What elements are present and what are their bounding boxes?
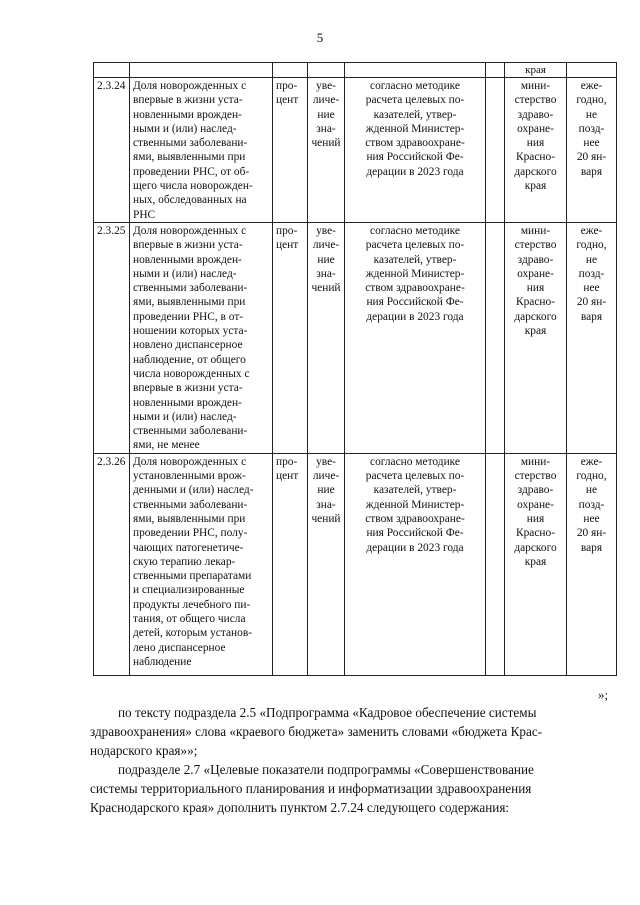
cell-text-line: дерации в 2023 года — [366, 541, 464, 554]
cell-text-line: ственными заболевани- — [133, 282, 248, 295]
cell-text-line: Красно- — [516, 527, 555, 540]
cell-text-line: дарского — [514, 165, 557, 178]
cell-text-line: детей, которым установ- — [133, 627, 252, 640]
cell-text-line: проведении РНС, в от- — [133, 310, 244, 323]
cell-text-line: впервые в жизни уста- — [133, 382, 243, 395]
cell-text-line: чающих патогенетиче- — [133, 541, 244, 554]
cell-text-line: впервые в жизни уста- — [133, 239, 243, 252]
cell-text-line: уве- — [316, 80, 336, 92]
cell-text-line: охране- — [517, 267, 554, 280]
cell-text-line: варя — [580, 165, 603, 178]
cell-text-line: расчета целевых по- — [365, 239, 465, 252]
cell-item-number: 2.3.26 — [94, 453, 130, 675]
paragraph-line: системы территориального планирования и информатизации здравоохранения — [90, 781, 532, 797]
cell-text-line: дерации в 2023 года — [366, 165, 464, 178]
cell-text-line: ными и (или) наслед- — [133, 410, 237, 423]
cell-text-line: мини- — [520, 224, 551, 237]
cell-text-line: ственными препаратами — [133, 570, 252, 583]
table-row-continued — [94, 63, 617, 78]
cell-unit — [273, 222, 308, 453]
cell-text-line: согласно методике — [370, 80, 460, 92]
paragraph-line: здравоохранения» слова «краевого бюджета» заменить словами «бюджета Крас- — [90, 724, 543, 740]
cell-text-line: нее — [583, 512, 600, 525]
cell-text-line: казателей, утвер- — [373, 108, 457, 121]
indicator-table — [93, 62, 617, 676]
cell-deadline — [567, 78, 617, 223]
cell-text-line: ношении которых уста- — [133, 325, 248, 338]
cell-text-line: 20 ян- — [576, 527, 607, 540]
cell-indicator-name — [130, 222, 273, 453]
amendment-paragraph-2-7 — [90, 760, 606, 818]
cell-text-line: здраво- — [517, 484, 554, 497]
cell-unit — [273, 78, 308, 223]
cell-text-line: про- — [276, 224, 298, 237]
cell-text-line: дерации в 2023 года — [366, 310, 464, 323]
cell-text-line: чений — [311, 137, 341, 150]
cell-text-line: лено диспансерное — [133, 641, 226, 654]
cell-text-line: позд- — [578, 498, 605, 511]
cell-empty — [486, 63, 505, 78]
cell-text-line: скую терапию лекар- — [133, 555, 236, 568]
cell-empty — [486, 453, 505, 675]
cell-empty — [94, 63, 130, 78]
cell-text-line: новленными врожден- — [133, 253, 242, 266]
amendment-paragraph-2-5 — [90, 703, 606, 761]
cell-text-line: варя — [580, 541, 603, 554]
cell-text-line: новленными врожден- — [133, 396, 242, 409]
cell-text-line: согласно методике — [370, 224, 460, 237]
cell-text-line: чений — [311, 512, 341, 525]
cell-text-line: проведении РНС, от об- — [133, 165, 250, 178]
cell-indicator-name — [130, 453, 273, 675]
page-number: 5 — [316, 30, 324, 45]
cell-text-line: Доля новорожденных с — [133, 455, 247, 468]
cell-text-line: здраво- — [517, 253, 554, 266]
cell-text-line: ных, обследованных на — [133, 194, 247, 207]
cell-text-line: ния Российской Фе- — [366, 527, 464, 540]
cell-text-line: цент — [276, 239, 299, 252]
cell-text-line: 20 ян- — [576, 151, 607, 164]
cell-text-line: ственными заболевани- — [133, 425, 248, 438]
cell-direction — [308, 78, 345, 223]
cell-text-line: жденной Министер- — [365, 122, 465, 135]
cell-text-line: числа новорожденных с — [133, 367, 250, 380]
cell-empty — [308, 63, 345, 78]
cell-text-line: зна- — [316, 267, 336, 280]
cell-text-line: края — [524, 555, 547, 568]
cell-empty — [486, 222, 505, 453]
cell-text-line: ями, выявленными при — [133, 296, 246, 309]
cell-text-line: не — [585, 253, 598, 266]
paragraph-line: по тексту подраздела 2.5 «Подпрограмма «Кадровое обеспечение системы — [118, 705, 537, 720]
cell-text-line: продукты лечебного пи- — [133, 598, 251, 611]
cell-text-line: ния Российской Фе- — [366, 296, 464, 309]
cell-text-line: зна- — [316, 498, 336, 511]
cell-text-line: наблюдение, от общего — [133, 353, 246, 366]
cell-method — [345, 78, 486, 223]
cell-text-line: охране- — [517, 122, 554, 135]
cell-text-line: РНС — [133, 208, 156, 221]
cell-text-line: личе- — [312, 94, 340, 107]
cell-text-line: расчета целевых по- — [365, 470, 465, 483]
cell-deadline — [567, 453, 617, 675]
cell-indicator-name — [130, 78, 273, 223]
cell-text-line: края — [524, 180, 547, 193]
cell-text-line: стерство — [514, 94, 557, 107]
cell-text-line: ными и (или) наслед- — [133, 267, 237, 280]
cell-text-line: согласно методике — [370, 455, 460, 468]
cell-text-line: Доля новорожденных с — [133, 80, 247, 92]
closing-quote-mark: »; — [598, 687, 609, 702]
cell-text-line: новлено диспансерное — [133, 339, 243, 352]
cell-text-line: ством здравоохране- — [365, 282, 465, 295]
cell-text-line: не — [585, 484, 598, 497]
cell-deadline — [567, 222, 617, 453]
cell-text-line: нее — [583, 282, 600, 295]
cell-item-number: 2.3.25 — [94, 222, 130, 453]
cell-text-line: цент — [276, 470, 299, 483]
cell-empty — [567, 63, 617, 78]
cell-text-line: наблюдение — [133, 655, 192, 668]
cell-text-line: ями, выявленными при — [133, 151, 246, 164]
table-row — [94, 222, 617, 453]
cell-text-line: впервые в жизни уста- — [133, 94, 243, 107]
cell-text-line: про- — [276, 80, 298, 92]
cell-text-line: мини- — [520, 80, 551, 92]
cell-text-line: позд- — [578, 267, 605, 280]
cell-text-line: дарского — [514, 310, 557, 323]
cell-text-line: тания, от общего числа — [133, 612, 246, 625]
cell-direction — [308, 222, 345, 453]
cell-text-line: расчета целевых по- — [365, 94, 465, 107]
cell-responsible-tail: края — [505, 63, 567, 78]
cell-text-line: чений — [311, 282, 341, 295]
cell-text-line: годно, — [576, 94, 607, 107]
cell-text-line: дарского — [514, 541, 557, 554]
cell-method — [345, 453, 486, 675]
cell-text-line: новленными врожден- — [133, 108, 242, 121]
paragraph-line: Краснодарского края» дополнить пунктом 2.7.24 следующего содержания: — [90, 800, 510, 816]
cell-empty — [486, 78, 505, 223]
cell-text-line: еже- — [580, 80, 603, 92]
cell-text-line: про- — [276, 455, 298, 468]
cell-text-line: жденной Министер- — [365, 267, 465, 280]
cell-text-line: уве- — [316, 224, 336, 237]
cell-text-line: годно, — [576, 239, 607, 252]
cell-text-line: не — [585, 108, 598, 121]
cell-text-line: ния — [526, 282, 545, 295]
cell-text-line: ством здравоохране- — [365, 512, 465, 525]
cell-text-line: нее — [583, 137, 600, 150]
cell-text-line: денными и (или) наслед- — [133, 484, 254, 497]
cell-text-line: уве- — [316, 455, 336, 468]
cell-text-line: стерство — [514, 239, 557, 252]
cell-text-line: ния — [526, 512, 545, 525]
paragraph-line: нодарского края»»; — [90, 743, 198, 759]
table-row — [94, 453, 617, 675]
cell-text-line: личе- — [312, 239, 340, 252]
cell-text-line: ние — [317, 253, 335, 266]
table-row — [94, 78, 617, 223]
cell-text-line: ями, не менее — [133, 439, 200, 452]
cell-text-line: варя — [580, 310, 603, 323]
cell-text-line: щего числа новорожден- — [133, 180, 253, 193]
cell-direction — [308, 453, 345, 675]
cell-item-number: 2.3.24 — [94, 78, 130, 223]
cell-text-line: ние — [317, 484, 335, 497]
cell-text-line: охране- — [517, 498, 554, 511]
cell-text-line: установленными врож- — [133, 470, 246, 483]
cell-text-line: еже- — [580, 224, 603, 237]
cell-text-line: жденной Министер- — [365, 498, 465, 511]
cell-text-line: позд- — [578, 122, 605, 135]
cell-text-line: Красно- — [516, 296, 555, 309]
cell-text-line: цент — [276, 94, 299, 107]
cell-empty — [273, 63, 308, 78]
cell-text-line: ния Российской Фе- — [366, 151, 464, 164]
cell-text-line: ственными заболевани- — [133, 498, 248, 511]
cell-text-line: ями, выявленными при — [133, 512, 246, 525]
cell-text-line: мини- — [520, 455, 551, 468]
cell-responsible — [505, 453, 567, 675]
cell-text-line: и специализированные — [133, 584, 245, 597]
cell-text-line: стерство — [514, 470, 557, 483]
cell-empty — [130, 63, 273, 78]
cell-text-line: ния — [526, 137, 545, 150]
paragraph-line: подразделе 2.7 «Целевые показатели подпрограммы «Совершенствование — [118, 762, 534, 777]
cell-text-line: ными и (или) наслед- — [133, 122, 237, 135]
cell-text-line: казателей, утвер- — [373, 253, 457, 266]
cell-text-line: здраво- — [517, 108, 554, 121]
cell-text-line: годно, — [576, 470, 607, 483]
cell-method — [345, 222, 486, 453]
cell-text-line: Красно- — [516, 151, 555, 164]
cell-text-line: зна- — [316, 122, 336, 135]
cell-responsible — [505, 222, 567, 453]
cell-responsible — [505, 78, 567, 223]
cell-text-line: ние — [317, 108, 335, 121]
cell-text-line: 20 ян- — [576, 296, 607, 309]
cell-text-line: Доля новорожденных с — [133, 224, 247, 237]
cell-empty — [345, 63, 486, 78]
cell-text-line: края — [524, 325, 547, 338]
cell-text-line: еже- — [580, 455, 603, 468]
cell-text-line: казателей, утвер- — [373, 484, 457, 497]
cell-text-line: ством здравоохране- — [365, 137, 465, 150]
cell-text-line: ственными заболевани- — [133, 137, 248, 150]
cell-text-line: личе- — [312, 470, 340, 483]
cell-unit — [273, 453, 308, 675]
cell-text-line: проведении РНС, полу- — [133, 527, 248, 540]
